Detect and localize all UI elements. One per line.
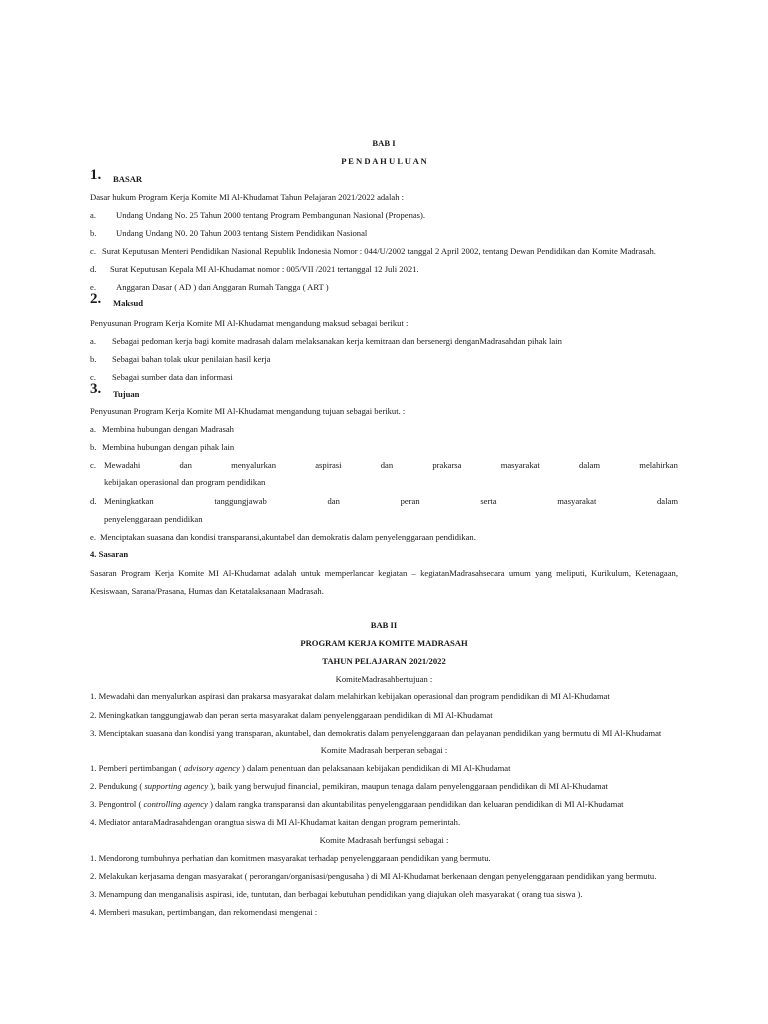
list-item: Menciptakan suasana dan kondisi transparansi,akuntabel dan demokratis dalam penyelenggaraan pendidikan.	[100, 532, 476, 542]
chapter-subtitle: P E N D A H U L U A N	[341, 156, 427, 166]
list-item: Undang Undang No. 25 Tahun 2000 tentang Program Pembangunan Nasional (Propenas).	[116, 210, 426, 220]
list-item: Sebagai pedoman kerja bagi komite madrasah dalam melaksanakan kerja kemitraan dan bersenergi denganMadrasahdan pihak lain	[112, 336, 562, 346]
word: masyarakat	[557, 496, 597, 506]
word: dalam	[657, 496, 678, 506]
list-item: Sebagai sumber data dan informasi	[112, 372, 233, 382]
word: melahirkan	[639, 460, 678, 470]
chapter-subtitle: TAHUN PELAJARAN 2021/2022	[322, 656, 446, 666]
list-item: 2. Melakukan kerjasama dengan masyarakat ( perorangan/organisasi/pengusaha ) di MI Al-Khudamat berkenaan dengan penyelenggaraan pendidikan yang bermutu.	[90, 871, 657, 881]
list-marker: a.	[90, 336, 96, 346]
section-heading: BASAR	[113, 174, 143, 184]
subsection-heading: Komite Madrasah berperan sebagai :	[320, 745, 448, 755]
list-item: 4. Memberi masukan, pertimbangan, dan rekomendasi mengenai :	[90, 907, 318, 917]
text-run: 3. Pengontrol (	[90, 799, 144, 809]
word: dan	[327, 496, 340, 506]
text-run: ) dalam penentuan dan pelaksanaan kebijakan pendidikan di MI Al-Khudamat	[239, 763, 511, 773]
list-marker: a.	[90, 424, 96, 434]
word: dalam	[579, 460, 601, 470]
word: tanggungjawab	[214, 496, 267, 506]
list-item-continuation: kebijakan operasional dan program pendidikan	[104, 477, 266, 487]
list-item: 1. Mendorong tumbuhnya perhatian dan komitmen masyarakat terhadap penyelenggaraan pendidikan yang bermutu.	[90, 853, 491, 863]
word: aspirasi	[315, 460, 342, 470]
paragraph: Dasar hukum Program Kerja Komite MI Al-Khudamat Tahun Pelajaran 2021/2022 adalah :	[90, 192, 405, 202]
section-heading: 4. Sasaran	[90, 549, 129, 559]
word: serta	[480, 496, 497, 506]
paragraph: Penyusunan Program Kerja Komite MI Al-Khudamat mengandung maksud sebagai berikut :	[90, 318, 409, 328]
list-marker: b.	[90, 354, 97, 364]
justified-line	[104, 496, 678, 507]
chapter-subtitle: PROGRAM KERJA KOMITE MADRASAH	[300, 638, 468, 648]
list-item: Undang Undang N0. 20 Tahun 2003 tentang Sistem Pendidikan Nasional	[116, 228, 368, 238]
list-item: Membina hubungan dengan pihak lain	[102, 442, 235, 452]
section-heading: Maksud	[113, 298, 144, 308]
section-number: 2.	[90, 291, 102, 307]
subsection-heading: KomiteMadrasahbertujuan :	[335, 674, 433, 684]
list-marker: b.	[90, 442, 97, 452]
list-item: Anggaran Dasar ( AD ) dan Anggaran Rumah Tangga ( ART )	[116, 282, 329, 292]
section-number: 1.	[90, 167, 102, 183]
word: masyarakat	[500, 460, 540, 470]
list-item: Surat Keputusan Menteri Pendidikan Nasional Republik Indonesia Nomor : 044/U/2002 tanggal 2 April 2002, tentang Dewan Pendidikan dan Komite Madrasah.	[102, 246, 656, 256]
subsection-heading: Komite Madrasah berfungsi sebagai :	[319, 835, 449, 845]
word: prakarsa	[432, 460, 462, 470]
paragraph: Penyusunan Program Kerja Komite MI Al-Khudamat mengandung tujuan sebagai berikut. :	[90, 406, 406, 416]
list-item: 1. Mewadahi dan menyalurkan aspirasi dan prakarsa masyarakat dalam melahirkan kebijakan operasional dan program pendidikan di MI Al-Khudamat	[90, 691, 610, 701]
word: menyalurkan	[231, 460, 277, 470]
list-marker: d.	[90, 496, 97, 506]
list-marker: b.	[90, 228, 97, 238]
list-item	[90, 763, 511, 774]
list-marker: d.	[90, 264, 97, 274]
list-marker: c.	[90, 246, 96, 256]
list-item: Membina hubungan dengan Madrasah	[102, 424, 234, 434]
paragraph-line: Sasaran Program Kerja Komite MI Al-Khudamat adalah untuk memperlancar kegiatan – kegiatanMadrasahsecara umum yang meliputi, Kurikulum, Ketenagaan,	[90, 568, 678, 578]
list-item	[90, 799, 624, 810]
list-marker: a.	[90, 210, 96, 220]
list-item-continuation: penyelenggaraan pendidikan	[104, 514, 203, 524]
list-item: 3. Menciptakan suasana dan kondisi yang transparan, akuntabel, dan demokratis dalam penyelenggaraan dan pelayanan pendidikan yang bermutu di MI Al-Khudamat	[90, 728, 662, 738]
text-run-italic: supporting agency	[144, 781, 209, 791]
chapter-title: BAB II	[370, 620, 398, 630]
word: peran	[400, 496, 420, 506]
justified-line	[104, 460, 678, 471]
list-marker: c.	[90, 460, 96, 470]
word: dan	[179, 460, 192, 470]
word: Meningkatkan	[104, 496, 154, 506]
chapter-title: BAB I	[372, 138, 396, 148]
word: Mewadahi	[104, 460, 141, 470]
list-marker: e.	[90, 282, 96, 292]
list-item	[90, 781, 608, 792]
paragraph-line: Kesiswaan, Sarana/Prasana, Humas dan Ketatalaksanaan Madrasah.	[90, 586, 324, 596]
text-run: ), baik yang berwujud financial, pemikiran, maupun tenaga dalam penyelenggaraan pendidikan di MI Al-Khudamat	[208, 781, 608, 791]
list-item: 3. Menampung dan menganalisis aspirasi, ide, tuntutan, dan berbagai kebutuhan pendidikan yang diajukan oleh masyarakat ( orang tua siswa ).	[90, 889, 583, 899]
list-marker: e.	[90, 532, 96, 542]
text-run-italic: controlling agency	[143, 799, 208, 809]
list-item: 4. Mediator antaraMadrasahdengan orangtua siswa di MI Al-Khudamat kaitan dengan program pemerintah.	[90, 817, 461, 827]
text-run: 1. Pemberi pertimbangan (	[90, 763, 184, 773]
list-marker: c.	[90, 372, 96, 382]
word: dan	[380, 460, 394, 470]
list-item: 2. Meningkatkan tanggungjawab dan peran serta masyarakat dalam penyelenggaraan pendidikan di MI Al-Khudamat	[90, 710, 493, 720]
text-run-italic: advisory agency	[183, 763, 240, 773]
text-run: 2. Pendukung (	[90, 781, 145, 791]
text-run: ) dalam rangka transparansi dan akuntabilitas penyelenggaraan pendidikan dan keluaran pendidikan di MI Al-Khudamat	[207, 799, 624, 809]
list-item: Surat Keputusan Kepala MI Al-Khudamat nomor : 005/VII /2021 tertanggal 12 Juli 2021.	[110, 264, 419, 274]
section-heading: Tujuan	[113, 389, 140, 399]
list-item: Sebagai bahan tolak ukur penilaian hasil kerja	[112, 354, 271, 364]
section-number: 3.	[90, 381, 102, 397]
